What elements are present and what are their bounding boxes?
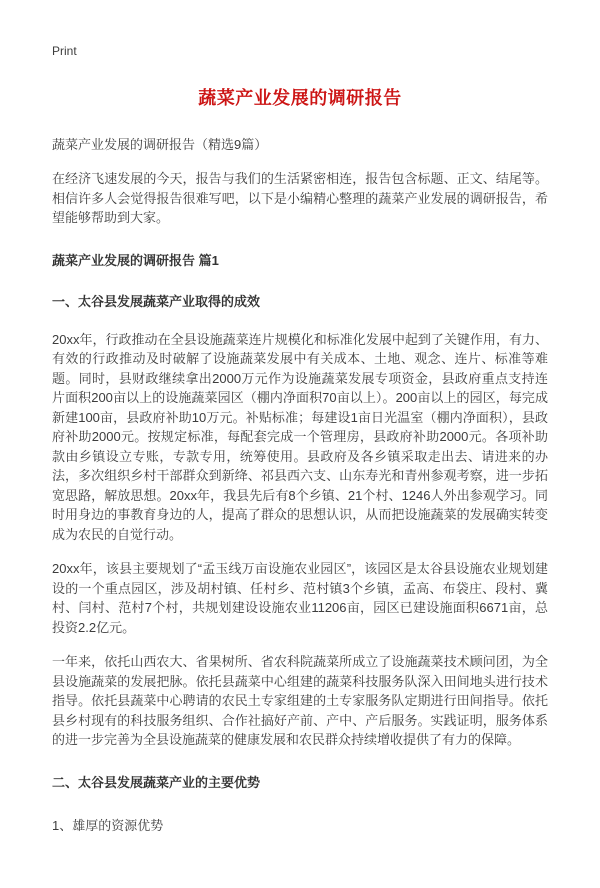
- page-title: 蔬菜产业发展的调研报告: [198, 88, 402, 108]
- paragraph-1: 20xx年，行政推动在全县设施蔬菜连片规模化和标准化发展中起到了关键作用，有力、有效的行政推动及时破解了设施蔬菜发展中有关成本、土地、观念、连片、标准等难题。同时，县财政继续拿出2000万元作为设施蔬菜发展专项资金，县政府重点支持连片面积200亩以上的设施蔬菜园区（棚内净面积70亩以上）。200亩以上的园区，每完成新建100亩，县政府补助10万元。补贴标准；每建设1亩日光温室（棚内净面积），县政府补助2000元。按规定标准，每配套完成一个管理房，县政府补助2000元。各项补助款由乡镇设立专账，专款专用，统筹使用。县政府及各乡镇采取走出去、请进来的办法，多次组织乡村干部群众到新绛、祁县西六支、山东寿光和青州参观考察，进一步拓宽思路，解放思想。20xx年，我县先后有8个乡镇、21个村、1246人外出参观学习。同时用身边的事教育身边的人，提高了群众的思想认识，从而把设施蔬菜的发展确实转变成为农民的自觉行动。: [52, 331, 548, 542]
- part1-title: 蔬菜产业发展的调研报告 篇1: [52, 252, 219, 268]
- heading-section-one: 一、太谷县发展蔬菜产业取得的成效: [52, 293, 261, 309]
- print-button[interactable]: Print: [52, 44, 77, 58]
- heading-section-two: 二、太谷县发展蔬菜产业的主要优势: [52, 774, 261, 790]
- paragraph-2: 20xx年，该县主要规划了“孟玉线万亩设施农业园区”，该园区是太谷县设施农业规划建设的一个重点园区，涉及胡村镇、任村乡、范村镇3个乡镇，孟高、布袋庄、段村、冀村、闫村、范村7个村，共规划建设设施农业11206亩，园区已建设施面积6671亩，总投资2.2亿元。: [52, 561, 548, 635]
- paragraph-3: 一年来，依托山西农大、省果树所、省农科院蔬菜所成立了设施蔬菜技术顾问团，为全县设施蔬菜的发展把脉。依托县蔬菜中心组建的蔬菜科技服务队深入田间地头进行技术指导。依托县蔬菜中心聘请的农民土专家组建的土专家服务队定期进行田间指导。依托县乡村现有的科技服务组织、合作社搞好产前、产中、产后服务。实践证明，服务体系的进一步完善为全县设施蔬菜的健康发展和农民群众持续增收提供了有力的保障。: [52, 654, 548, 747]
- sub-heading-resource-advantage: 1、雄厚的资源优势: [52, 817, 164, 833]
- document-subtitle: 蔬菜产业发展的调研报告（精选9篇）: [52, 137, 268, 152]
- intro-paragraph: 在经济飞速发展的今天，报告与我们的生活紧密相连，报告包含标题、正文、结尾等。相信许多人会觉得报告很难写吧，以下是小编精心整理的蔬菜产业发展的调研报告，希望能够帮助到大家。: [52, 171, 548, 225]
